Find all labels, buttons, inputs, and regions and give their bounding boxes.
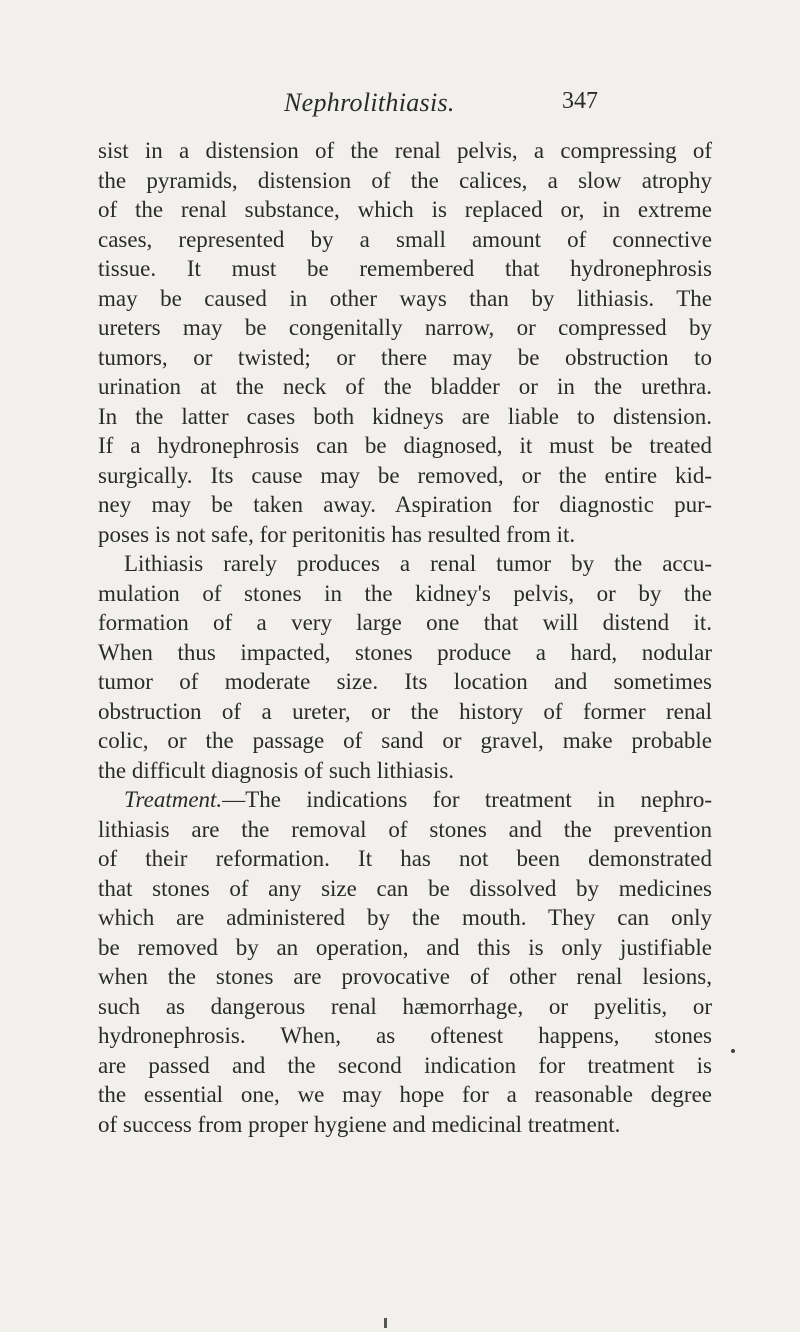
text-line: If a hydronephrosis can be diagnosed, it must be treated: [98, 433, 712, 458]
text-line: tumor of moderate size. Its location and sometimes: [98, 669, 712, 694]
text-line: the difficult diagnosis of such lithiasis.: [98, 757, 455, 783]
running-title: Nephrolithiasis.: [284, 88, 455, 117]
text-line: Lithiasis rarely produces a renal tumor by the accu-: [124, 551, 712, 576]
text-line: such as dangerous renal hæmorrhage, or pyelitis, or: [98, 993, 712, 1019]
print-speck: [731, 1049, 735, 1053]
page-number: 347: [562, 88, 598, 114]
text-line: cases, represented by a small amount of connective: [98, 226, 712, 252]
text-line: that stones of any size can be dissolved by medicines: [98, 875, 712, 901]
text-line: colic, or the passage of sand or gravel, make probable: [98, 728, 712, 753]
text-line: mulation of stones in the kidney's pelvis, or by the: [98, 580, 712, 606]
text-line: of their reformation. It has not been demonstrated: [98, 846, 712, 871]
text-line: the essential one, we may hope for a reasonable degree: [98, 1082, 712, 1107]
text-line: of success from proper hygiene and medicinal treatment.: [98, 1111, 621, 1137]
text-line: ney may be taken away. Aspiration for diagnostic pur-: [98, 492, 712, 517]
text-line: lithiasis are the removal of stones and the prevention: [98, 816, 712, 842]
text-line: —The indications for treatment in nephro-: [222, 787, 712, 812]
text-line: hydronephrosis. When, as oftenest happens, stones: [98, 1023, 712, 1048]
text-line: be removed by an operation, and this is only justifiable: [98, 934, 712, 960]
text-line: the pyramids, distension of the calices, a slow atrophy: [98, 167, 712, 193]
text-line: urination at the neck of the bladder or in the urethra.: [98, 374, 712, 399]
text-line: surgically. Its cause may be removed, or the entire kid-: [98, 462, 712, 488]
text-line: may be caused in other ways than by lithiasis. The: [98, 285, 712, 311]
treatment-heading: Treatment.: [124, 787, 223, 812]
text-line: when the stones are provocative of other renal lesions,: [98, 964, 712, 989]
text-line: tumors, or twisted; or there may be obstruction to: [98, 344, 712, 370]
text-line: tissue. It must be remembered that hydronephrosis: [98, 256, 712, 281]
text-line: which are administered by the mouth. They can only: [98, 905, 712, 930]
text-line: In the latter cases both kidneys are liable to distension.: [98, 403, 712, 429]
treatment-paragraph-first-line: [98, 785, 712, 815]
text-line: are passed and the second indication for treatment is: [98, 1052, 712, 1078]
text-line: sist in a distension of the renal pelvis, a compressing of: [98, 138, 712, 163]
text-line: ureters may be congenitally narrow, or compressed by: [98, 315, 712, 340]
page-header: [0, 88, 800, 122]
text-line: obstruction of a ureter, or the history of former renal: [98, 698, 712, 724]
print-mark: [384, 1318, 387, 1328]
body-text: [98, 136, 712, 1139]
text-line: poses is not safe, for peritonitis has resulted from it.: [98, 521, 576, 547]
text-line: formation of a very large one that will distend it.: [98, 610, 712, 635]
text-line: of the renal substance, which is replaced or, in extreme: [98, 197, 712, 222]
text-line: When thus impacted, stones produce a hard, nodular: [98, 639, 712, 665]
